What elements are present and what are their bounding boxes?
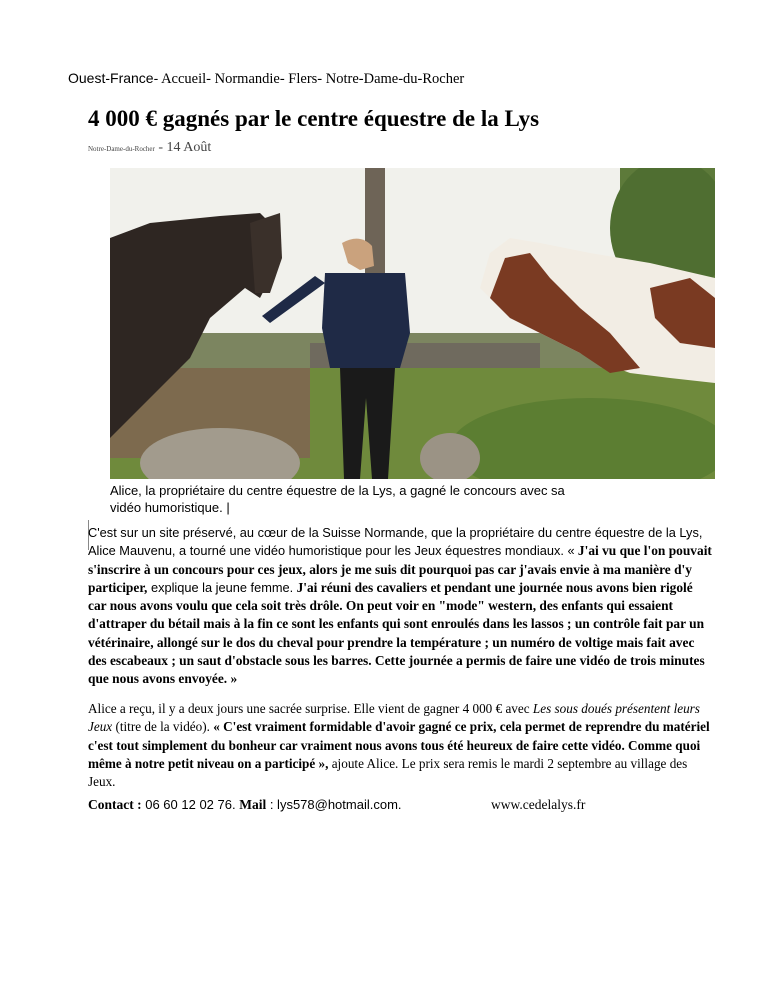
paragraph-1 <box>88 524 713 689</box>
article-date: - 14 Août <box>154 140 212 155</box>
p1-intro: C'est sur un site préservé, au cœur de la Suisse Normande, que la propriétaire du centre équestre de la Lys, Alice Mauvenu, a tourné une vidéo humoristique pour les Jeux équestres mondiaux. « <box>88 525 703 559</box>
p1-quote-1: J'ai vu que l'on pouvait s'inscrire à un concours pour ces jeux, alors je me suis dit pourquoi pas car j'avais envie à ma manière d'y participer, <box>88 543 712 595</box>
p1-aside: explique la jeune femme. <box>147 579 294 595</box>
horses-photo-illustration <box>110 168 715 479</box>
p1-quote-2: J'ai réuni des cavaliers et pendant une journée nous avons bien rigolé car nous avons voulu que cela soit très drôle. On peut voir en "mode" western, des enfants qui essaient d'attraper du bétail mais à la fin ce sont les enfants qui sont enroulés dans les lassos ; un contrôle fait par un vétérinaire, allongé sur le dos du cheval pour prendre la température ; un numéro de voltige mais fait avec des escabeaux ; un saut d'obstacle sous les barres. Cette journée a permis de faire une vidéo de trois minutes que nous avons envoyée. » <box>88 579 705 687</box>
article-title: 4 000 € gagnés par le centre équestre de la Lys <box>88 106 540 131</box>
breadcrumb-site[interactable]: Ouest-France- <box>68 70 159 86</box>
contact-email[interactable]: : lys578@hotmail.com. <box>266 797 402 812</box>
paragraph-2 <box>88 700 713 791</box>
website-link[interactable]: www.cedelalys.fr <box>491 797 586 812</box>
p2-video-note: (titre de la vidéo). <box>112 719 214 735</box>
breadcrumb <box>68 70 464 88</box>
article-photo <box>110 168 715 479</box>
mail-label: Mail <box>239 797 267 812</box>
contact-label: Contact : <box>88 797 142 812</box>
p2-intro: Alice a reçu, il y a deux jours une sacrée surprise. Elle vient de gagner 4 000 € avec <box>88 701 533 716</box>
p2-video-title: Les sous doués présentent leurs Jeux <box>88 701 700 735</box>
article-location: Notre-Dame-du-Rocher <box>88 145 155 153</box>
article-meta <box>88 138 211 156</box>
p2-outro: ajoute Alice. Le prix sera remis le mardi 2 septembre au village des Jeux. <box>88 755 688 790</box>
image-caption: Alice, la propriétaire du centre équestre de la Lys, a gagné le concours avec sa vidéo humoristique. | <box>110 483 565 515</box>
contact-line <box>88 797 402 813</box>
contact-phone: 06 60 12 02 76. <box>141 797 240 812</box>
p2-quote: « C'est vraiment formidable d'avoir gagné ce prix, cela permet de reprendre du matériel c'est tout simplement du bonheur car vraiment nous avons tous été heureux de faire cette vidéo. Comme quoi même à notre petit niveau on a participé », <box>88 719 710 771</box>
breadcrumb-path[interactable]: Accueil- Normandie- Flers- Notre-Dame-du-Rocher <box>158 71 465 87</box>
